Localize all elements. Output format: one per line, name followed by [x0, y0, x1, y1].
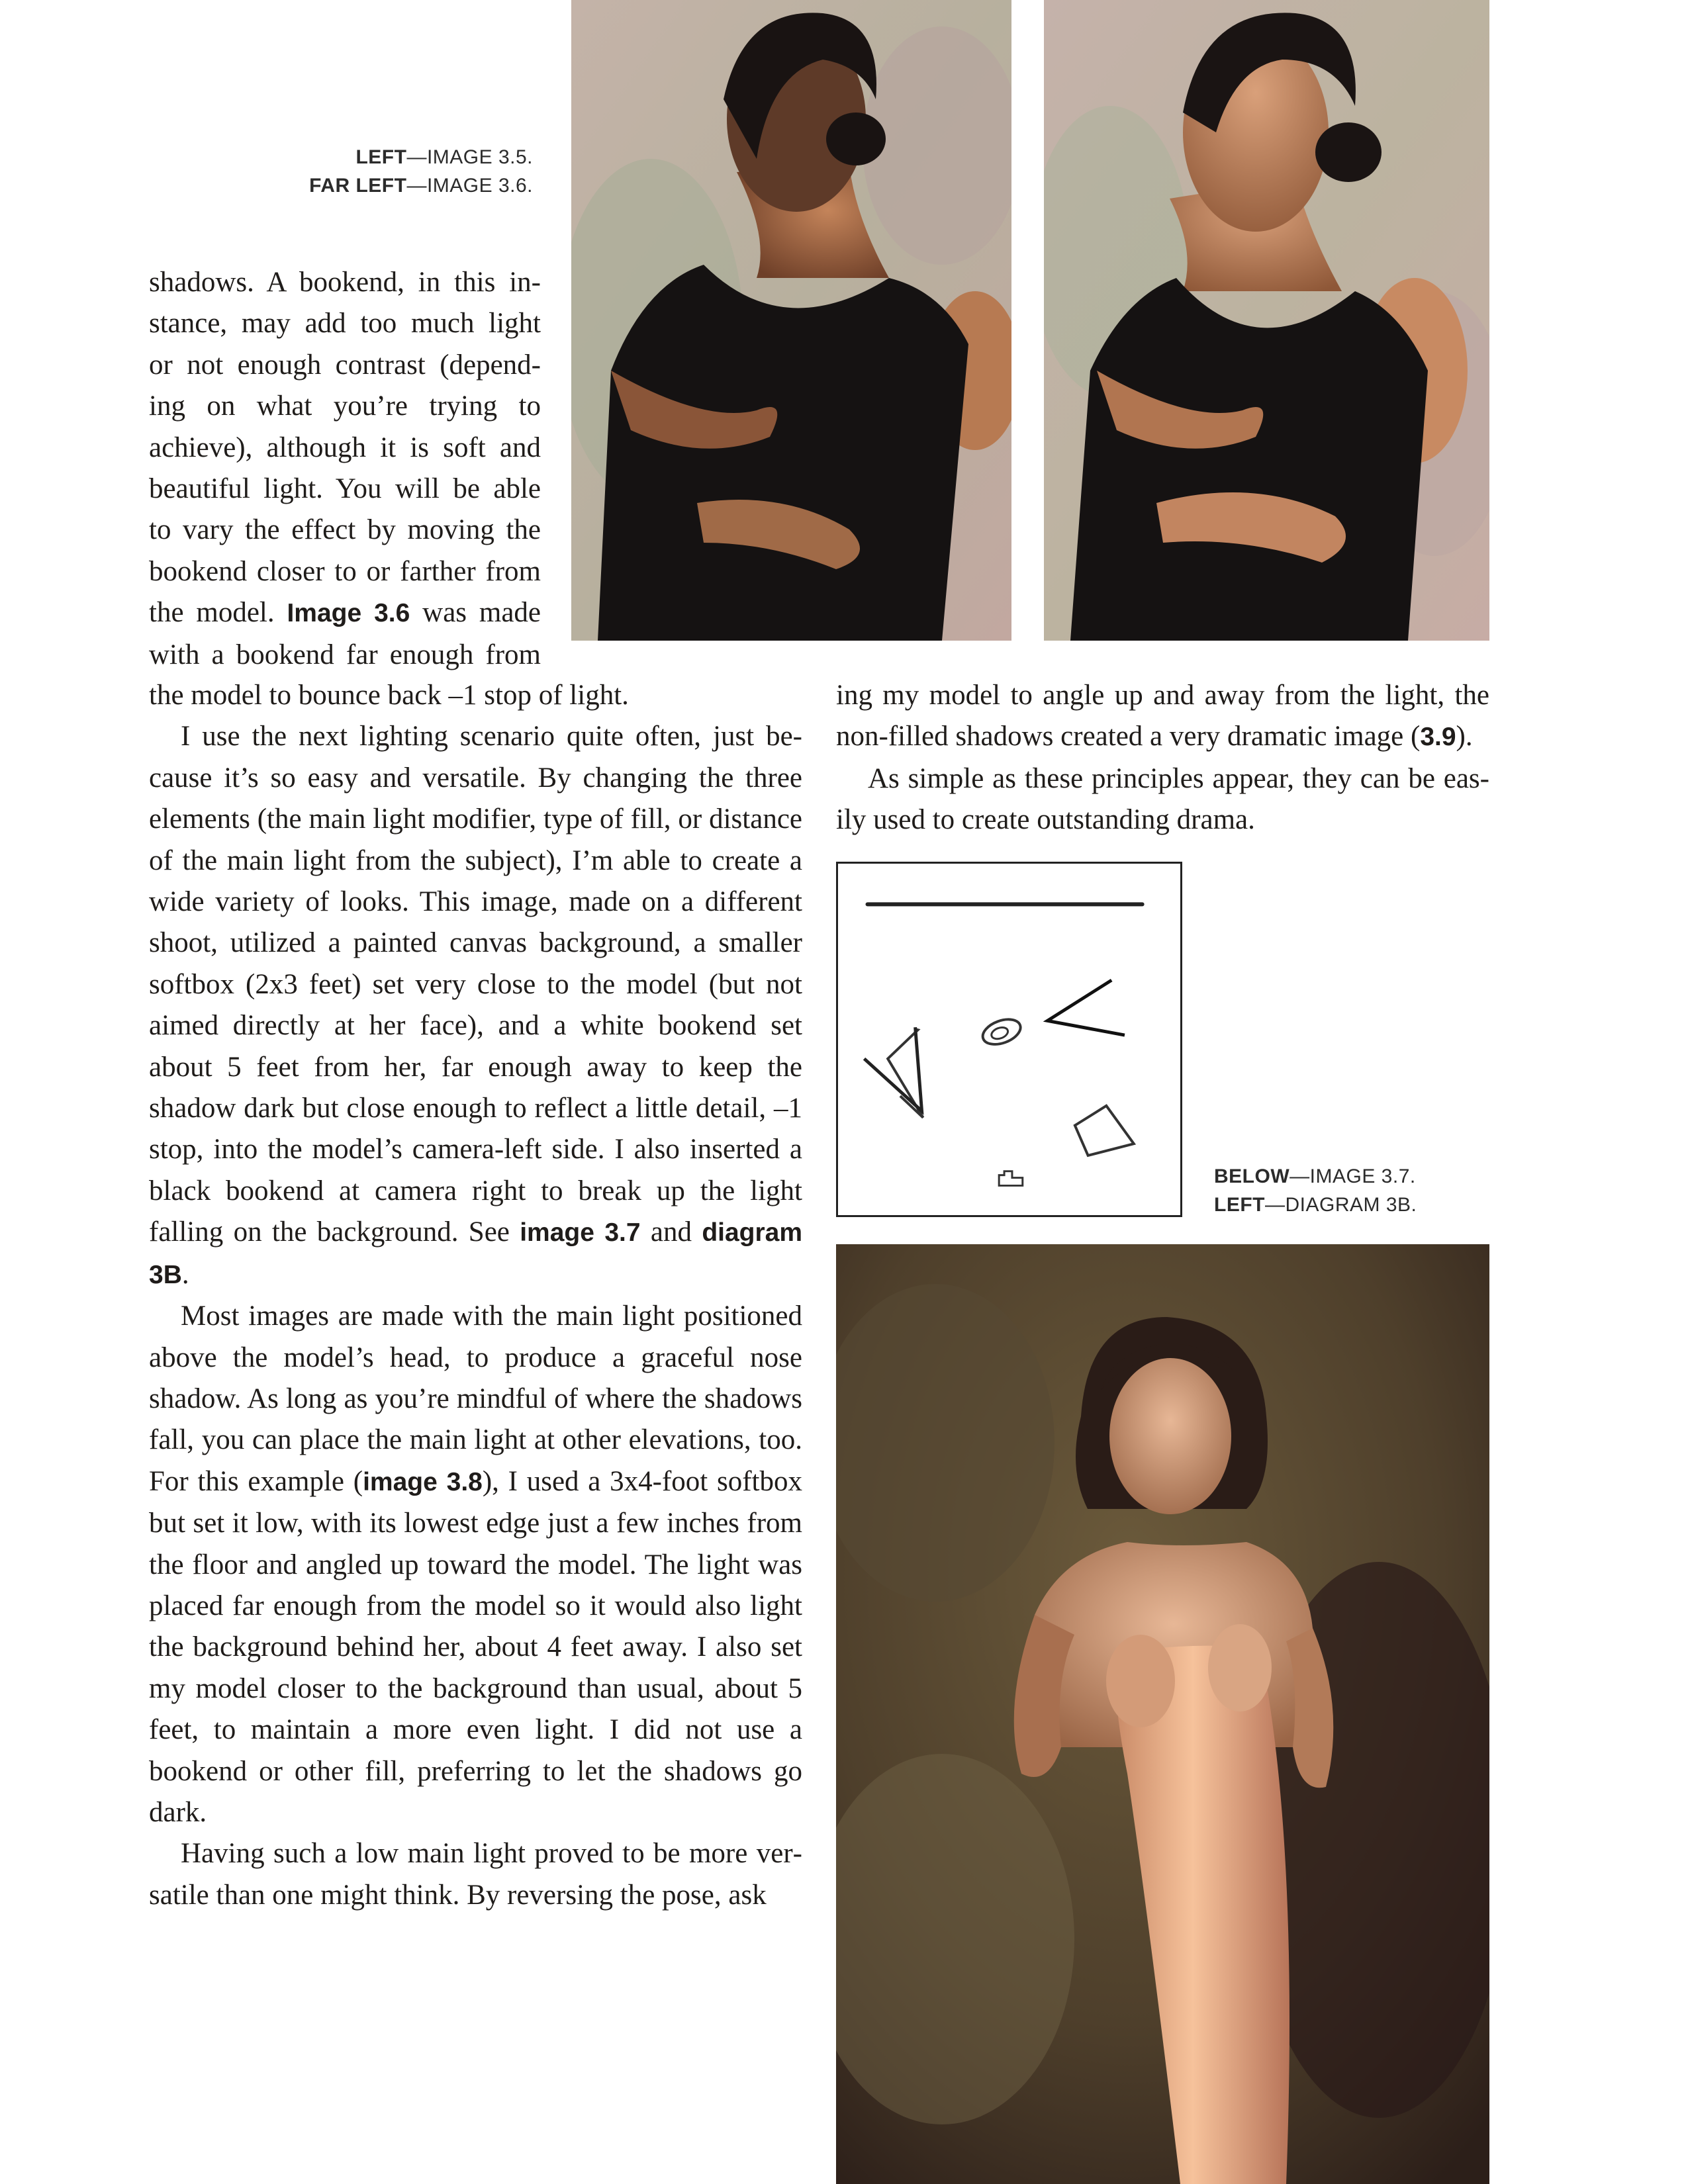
reference-image-3-7: image 3.7	[520, 1218, 641, 1248]
text-line: to vary the effect by moving the	[149, 514, 541, 546]
narrow-column-text	[149, 262, 541, 676]
diagram-3b	[836, 862, 1182, 1217]
lighting-diagram	[838, 864, 1180, 1215]
text-line: or not enough contrast (depend-	[149, 349, 541, 381]
reference-image-3-9: 3.9	[1420, 723, 1456, 752]
caption-line-image-3-6: FAR LEFT—IMAGE 3.6.	[309, 175, 533, 197]
photo-image-3-6-graphic	[1044, 0, 1489, 641]
caption-line-image-3-5: LEFT—IMAGE 3.5.	[355, 146, 533, 168]
paragraph: the model to bounce back –1 stop of light.	[149, 680, 629, 711]
text-line: bookend closer to or farther from	[149, 555, 541, 587]
paragraph: Most images are made with the main light positioned above the model’s head, to produce a graceful nose shadow. As long as you’re mindful of where the shadows fall, you can place the main light at other elevations, too. For this example (image 3.8), I used a 3x4-foot softbox but set it low, with its lowest edge just a few inches from the floor and angled up toward the model. The light was placed far enough from the model so it would also light the background behind her, about 4 feet away. I also set my model closer to the background than usual, about 5 feet, to maintain a more even light. I did not use a bookend or other fill, preferring to let the shadows go dark.	[149, 1300, 802, 1828]
text-line: stance, may add too much light	[149, 308, 541, 340]
main-light-softbox	[1047, 980, 1125, 1035]
reference-image-3-6: Image 3.6	[287, 599, 410, 628]
camera-icon	[999, 1171, 1023, 1186]
photo-image-3-7-graphic	[836, 1244, 1489, 2184]
text-line: beautiful light. You will be able	[149, 473, 541, 505]
paragraph: As simple as these principles appear, they can be easily used to create outstanding drama.	[836, 762, 1489, 836]
caption-top	[278, 143, 533, 200]
white-bookend-shape	[1075, 1106, 1134, 1156]
reference-image-3-8: image 3.8	[363, 1467, 483, 1496]
text-line: shadows. A bookend, in this in-	[149, 267, 541, 298]
photo-image-3-5	[571, 0, 1011, 641]
photo-image-3-7	[836, 1244, 1489, 2184]
right-column-text	[836, 675, 1489, 841]
text-line: the model. Image 3.6 was made	[149, 597, 541, 629]
text-line: ing on what you’re trying to	[149, 390, 541, 422]
photo-image-3-5-graphic	[571, 0, 1011, 641]
left-column-text	[149, 675, 802, 1916]
caption-middle	[1214, 1162, 1466, 1219]
photo-image-3-6	[1044, 0, 1489, 641]
reference-diagram-3b: diagram 3B	[149, 1218, 803, 1289]
model-position-icon	[980, 1015, 1024, 1049]
paragraph: ing my model to angle up and away from the light, the non-filled shadows created a very dramatic image (3.9).	[836, 680, 1489, 752]
text-line: achieve), although it is soft and	[149, 432, 541, 463]
paragraph: Having such a low main light proved to be more versatile than one might think. By reversing the pose, ask	[149, 1838, 802, 1911]
caption-line-diagram-3b: LEFT—DIAGRAM 3B.	[1214, 1194, 1417, 1216]
caption-line-image-3-7: BELOW—IMAGE 3.7.	[1214, 1165, 1416, 1187]
text-line: with a bookend far enough from	[149, 639, 541, 670]
paragraph: I use the next lighting scenario quite often, just because it’s so easy and versatile. By changing the three elements (the main light modifier, type of fill, or distance of the main light from the subject), I’m able to create a wide variety of looks. This image, made on a different shoot, utilized a painted canvas background, a smaller softbox (2x3 feet) set very close to the model (but not aimed directly at her face), and a white bookend set about 5 feet from her, far enough away to keep the shadow dark but close enough to reflect a little detail, –1 stop, into the model’s camera-left side. I also inserted a black bookend at camera right to break up the light falling on the background. See image 3.7 and diagram 3B.	[149, 721, 803, 1290]
